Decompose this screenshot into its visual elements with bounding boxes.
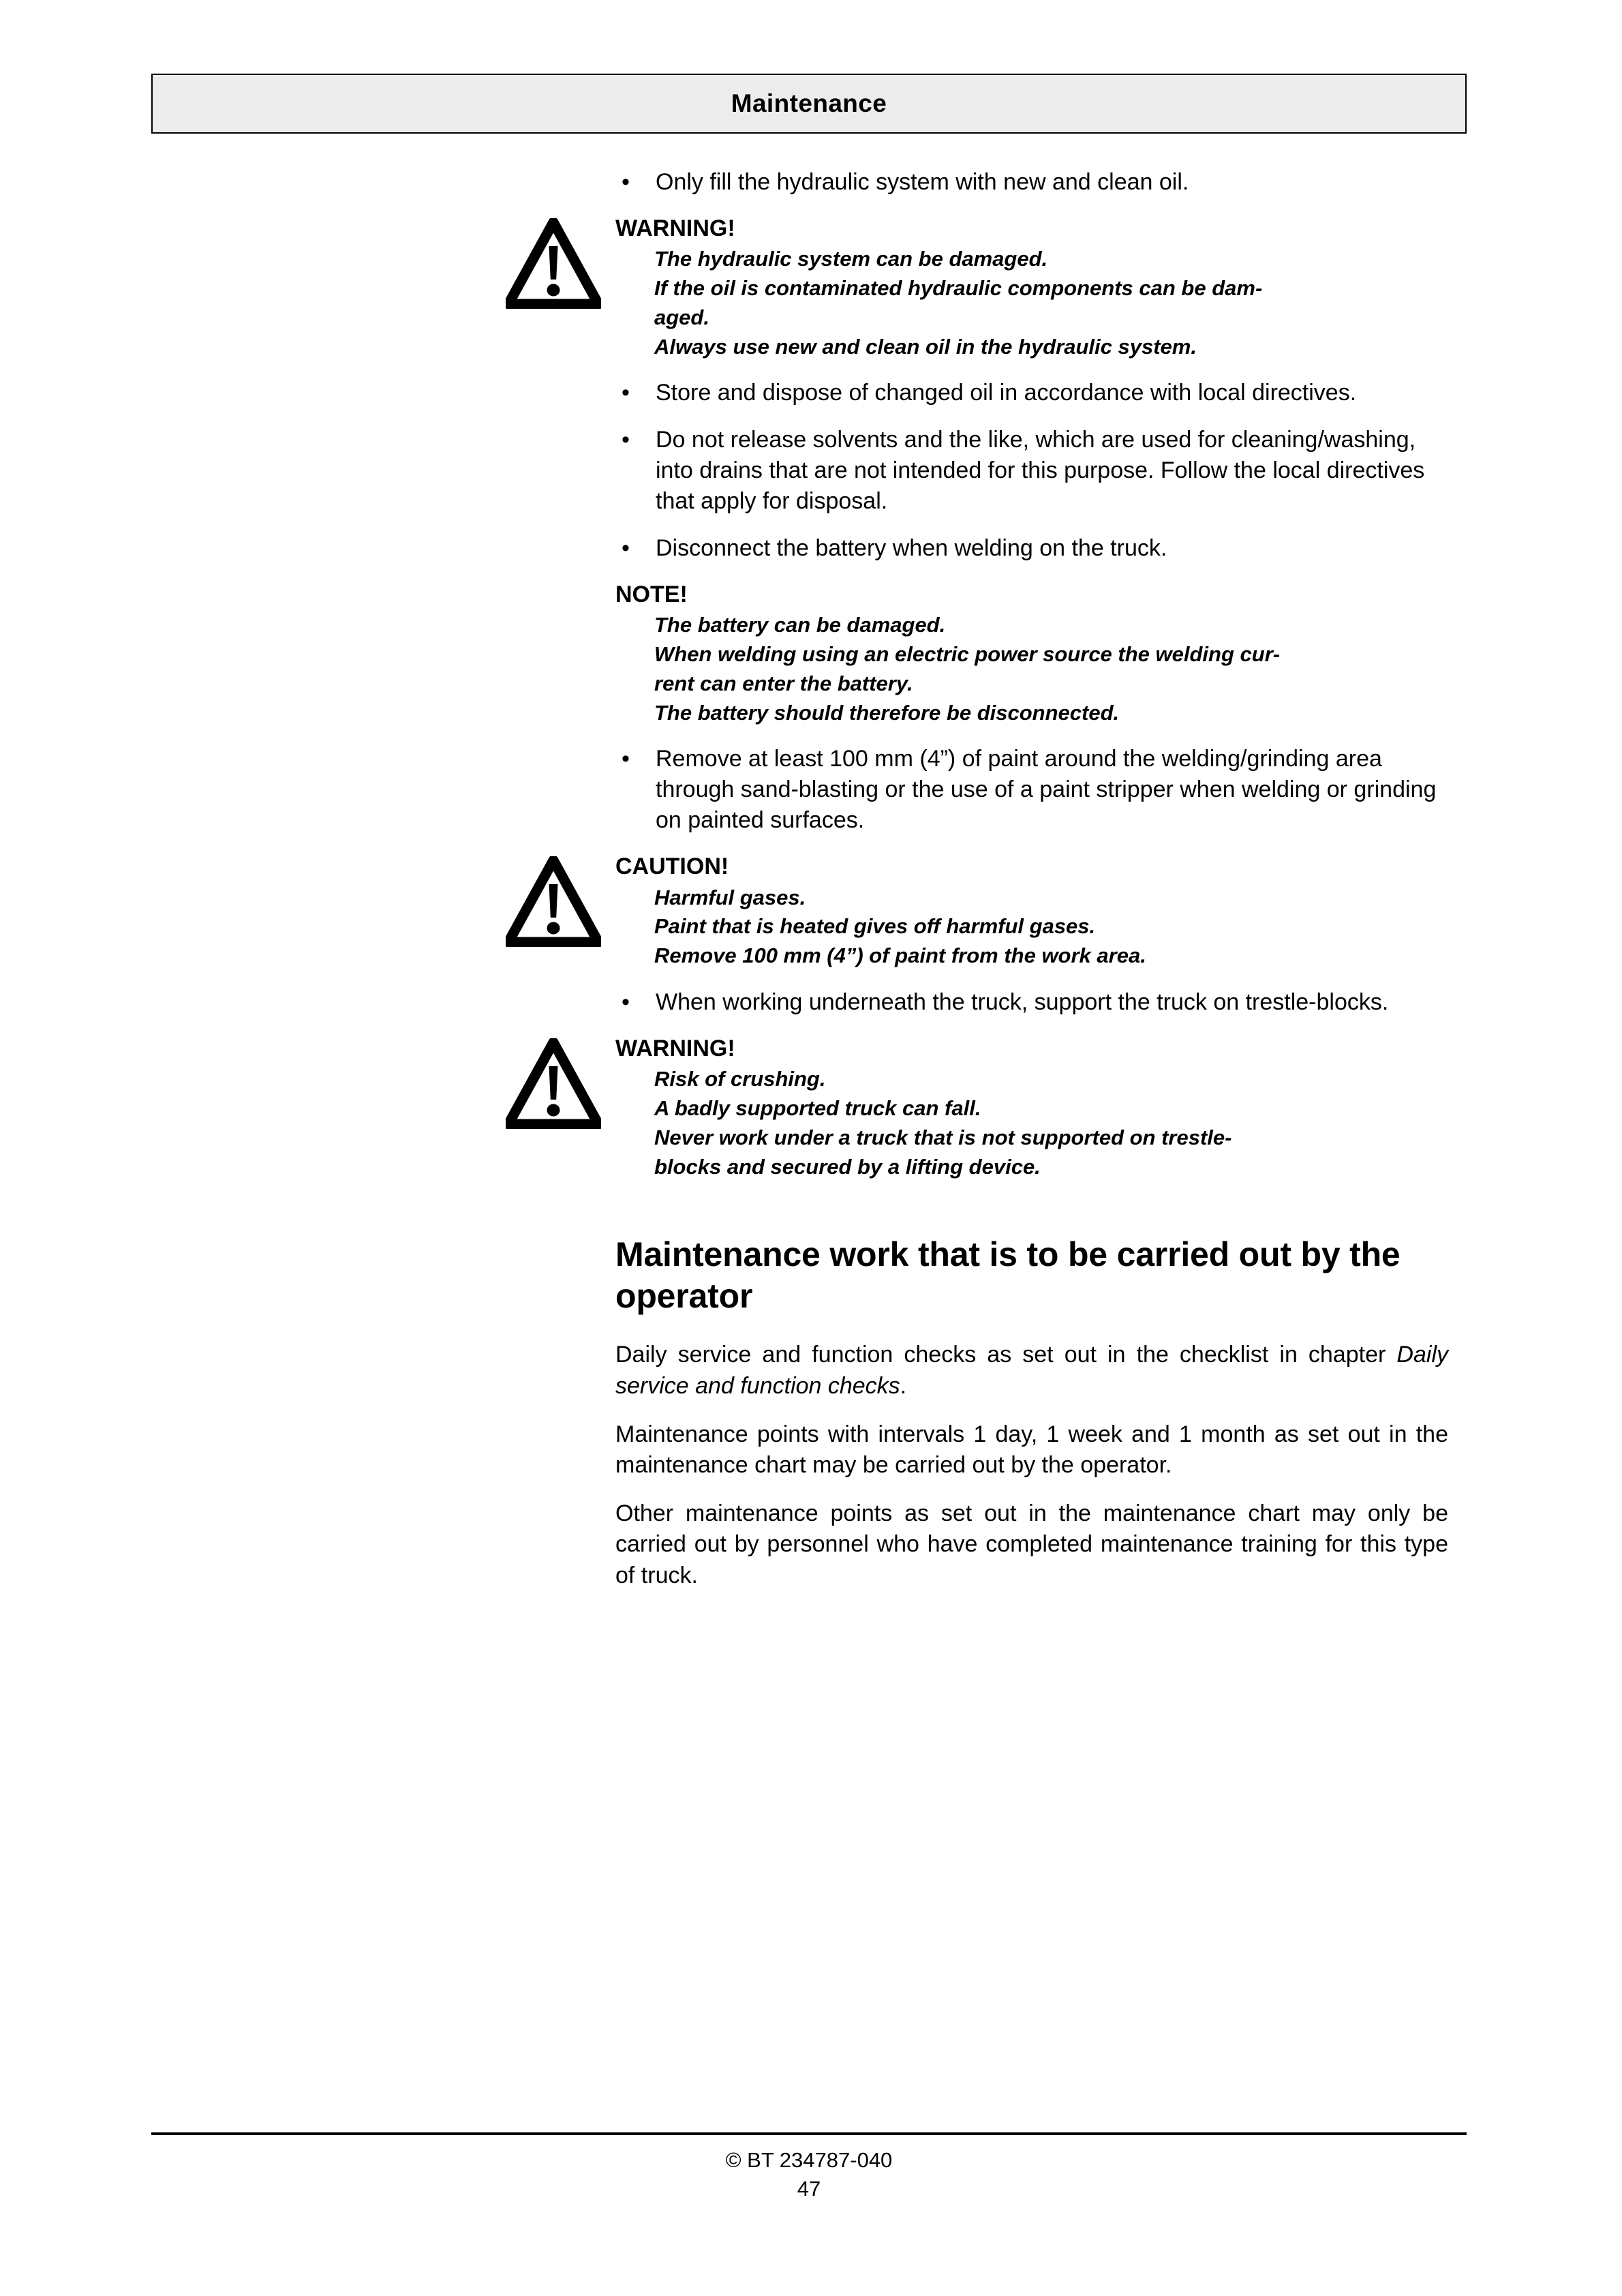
section-paragraphs	[615, 1340, 1448, 1591]
admonition-title: WARNING!	[615, 215, 735, 241]
admonition-body	[615, 245, 1448, 361]
bullet-marker-icon: •	[622, 427, 630, 453]
warning-triangle-icon	[506, 1038, 601, 1129]
bullet-text: Only fill the hydraulic system with new and clean oil.	[656, 169, 1189, 195]
bullet-marker-icon: •	[622, 746, 630, 772]
caution-harmful-gases	[615, 852, 1448, 971]
admonition-line: A badly supported truck can fall.	[654, 1096, 981, 1120]
paragraph-maintenance-intervals	[615, 1419, 1448, 1481]
note-battery-welding	[615, 580, 1448, 728]
bullet-marker-icon: •	[622, 169, 630, 195]
paragraph-other-maintenance	[615, 1498, 1448, 1591]
admonition-title: WARNING!	[615, 1035, 735, 1061]
bullet-store-dispose-oil	[615, 378, 1448, 408]
bullet-marker-icon: •	[622, 534, 630, 561]
bullet-disconnect-battery	[615, 533, 1448, 564]
admonition-line: The battery can be damaged.	[654, 613, 946, 637]
paragraph-text: Other maintenance points as set out in the maintenance chart may only be carried out by personnel who have completed maintenance training for this type of truck.	[615, 1500, 1448, 1588]
footer-divider	[151, 2132, 1467, 2135]
admonition-line: The hydraulic system can be damaged.	[654, 247, 1048, 271]
bullet-marker-icon: •	[622, 988, 630, 1015]
admonition-body	[615, 1065, 1448, 1181]
admonition-line: Always use new and clean oil in the hydraulic system.	[654, 334, 1197, 359]
section-heading: Maintenance work that is to be carried out by the operator	[615, 1235, 1401, 1316]
bullet-text: Store and dispose of changed oil in accordance with local directives.	[656, 380, 1357, 406]
warning-triangle-icon	[506, 218, 601, 309]
warning-risk-of-crushing	[615, 1034, 1448, 1182]
admonition-line: blocks and secured by a lifting device.	[654, 1154, 1041, 1179]
bullet-remove-paint	[615, 744, 1448, 836]
admonition-line: aged.	[654, 305, 709, 329]
admonition-title: CAUTION!	[615, 854, 729, 880]
bullet-marker-icon: •	[622, 380, 630, 406]
admonition-line: Harmful gases.	[654, 885, 806, 909]
page-header-title: Maintenance	[731, 89, 887, 117]
bullet-trestle-blocks	[615, 987, 1448, 1018]
bullet-fill-hydraulic-oil	[615, 167, 1448, 198]
paragraph-daily-service	[615, 1340, 1448, 1401]
bullet-solvents-disposal	[615, 425, 1448, 517]
warning-hydraulic-system	[615, 214, 1448, 362]
admonition-line: If the oil is contaminated hydraulic components can be dam-	[654, 276, 1263, 301]
page-header-box	[151, 74, 1467, 134]
bullet-text: Disconnect the battery when welding on the truck.	[656, 534, 1167, 561]
admonition-line: Risk of crushing.	[654, 1067, 826, 1091]
bullet-text: Remove at least 100 mm (4”) of paint around the welding/grinding area through sand-blasting or the use of a paint stripper when welding or grinding on painted surfaces.	[656, 746, 1437, 834]
bullet-text: When working underneath the truck, support the truck on trestle-blocks.	[656, 988, 1389, 1015]
bullet-text: Do not release solvents and the like, which are used for cleaning/washing, into drains that are not intended for this purpose. Follow the local directives that apply for disposal.	[656, 427, 1425, 515]
paragraph-chapter-reference: Daily service and function checks	[615, 1342, 1448, 1399]
admonition-line: Remove 100 mm (4”) of paint from the work area.	[654, 943, 1146, 968]
admonition-line: When welding using an electric power source the welding cur-	[654, 642, 1281, 667]
admonition-body	[615, 611, 1448, 727]
content-column	[615, 167, 1448, 1591]
admonition-line: rent can enter the battery.	[654, 671, 913, 695]
paragraph-text: Daily service and function checks as set out in the checklist in chapter	[615, 1342, 1397, 1368]
content-blocks	[615, 167, 1448, 1181]
page-footer	[151, 2146, 1467, 2203]
paragraph-text: Maintenance points with intervals 1 day, 1 week and 1 month as set out in the maintenance chart may be carried out by the operator.	[615, 1421, 1448, 1478]
admonition-line: The battery should therefore be disconnected.	[654, 700, 1120, 725]
admonition-line: Never work under a truck that is not supported on trestle-	[654, 1125, 1232, 1149]
admonition-title: NOTE!	[615, 581, 688, 607]
admonition-body	[615, 883, 1448, 971]
footer-copyright: © BT 234787-040	[725, 2148, 893, 2172]
footer-page-number: 47	[797, 2176, 821, 2201]
warning-triangle-icon	[506, 856, 601, 947]
paragraph-text-tail: .	[900, 1372, 907, 1399]
admonition-line: Paint that is heated gives off harmful gases.	[654, 914, 1096, 939]
